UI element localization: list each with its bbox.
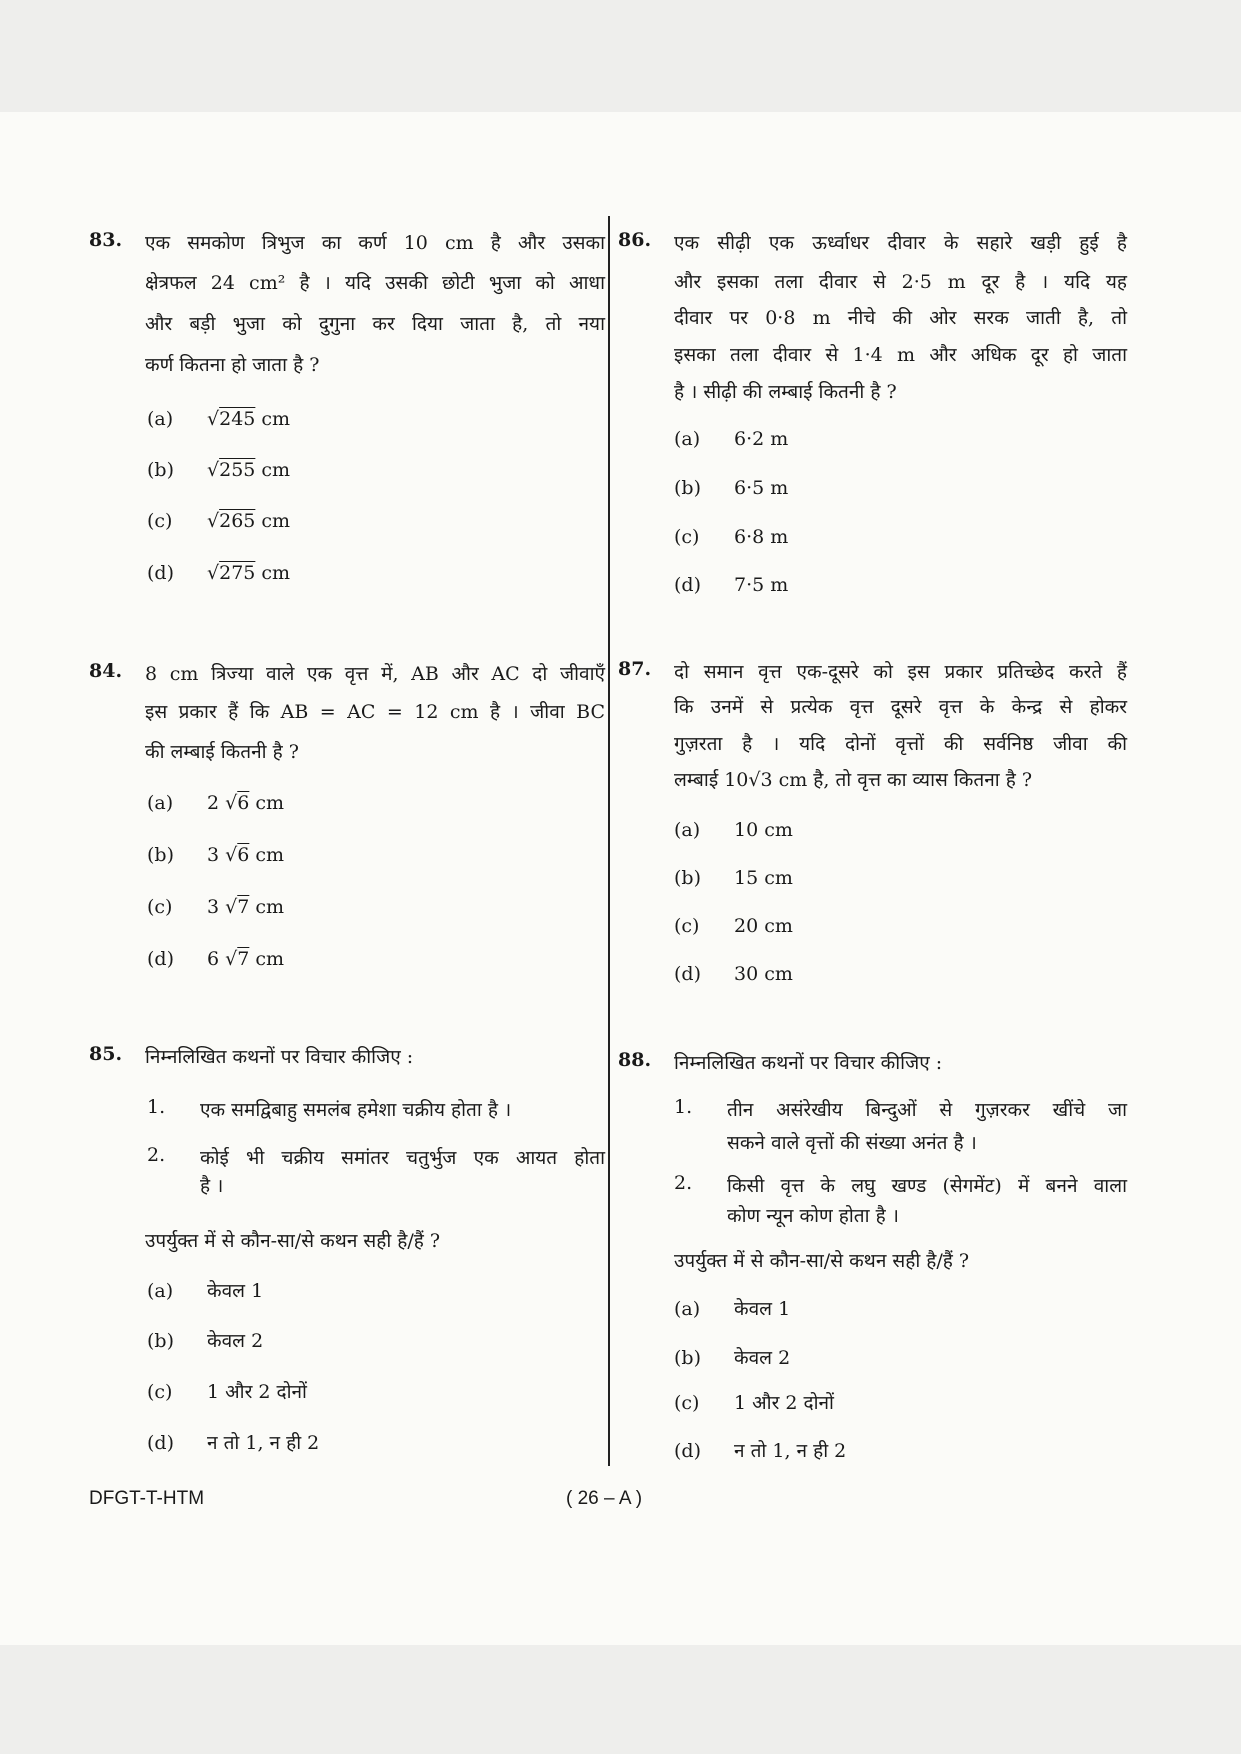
statement-text: तीन असंरेखीय बिन्दुओं से गुज़रकर खींचे जा xyxy=(727,1099,1127,1121)
option-label: (d) xyxy=(674,963,701,985)
radicand: 7 xyxy=(237,948,250,970)
option-label: (b) xyxy=(674,477,701,499)
option-text: 6·2 m xyxy=(734,428,789,450)
option-b[interactable] xyxy=(674,867,793,889)
option-c[interactable] xyxy=(147,1378,307,1404)
question-text-line: इसका तला दीवार से 1·4 m और अधिक दूर हो जाता xyxy=(674,344,1127,366)
question-text-line: एक समकोण त्रिभुज का कर्ण 10 cm है और उसका xyxy=(145,232,605,254)
question-text-line: कि उनमें से प्रत्येक वृत्त दूसरे वृत्त के केन्द्र से होकर xyxy=(674,696,1127,718)
option-a[interactable] xyxy=(674,819,793,841)
option-b[interactable]: (b) √255 cm xyxy=(147,459,291,481)
option-label: (a) xyxy=(147,408,174,430)
option-d[interactable]: (d) 6 √7 cm xyxy=(147,948,285,970)
option-label: (d) xyxy=(147,562,174,584)
option-text: 6·5 m xyxy=(734,477,789,499)
option-label: (a) xyxy=(147,792,174,814)
coefficient: 3 xyxy=(207,844,220,866)
option-a[interactable]: (a) √245 cm xyxy=(147,408,291,430)
radicand: 255 xyxy=(219,459,256,481)
option-a[interactable] xyxy=(147,1277,263,1303)
option-label: (a) xyxy=(674,1298,701,1320)
option-text: 1 और 2 दोनों xyxy=(734,1392,834,1414)
option-label: (d) xyxy=(674,574,701,596)
option-text: केवल 1 xyxy=(734,1298,791,1320)
option-a[interactable] xyxy=(674,1295,790,1321)
option-text: न तो 1, न ही 2 xyxy=(734,1440,847,1462)
option-d[interactable] xyxy=(674,1437,846,1463)
question-text-line: एक सीढ़ी एक ऊर्ध्वाधर दीवार के सहारे खड़ी हुई है xyxy=(674,232,1127,254)
column-divider xyxy=(608,216,610,1466)
unit: cm xyxy=(249,896,285,918)
question-text-line: निम्नलिखित कथनों पर विचार कीजिए : xyxy=(145,1046,414,1068)
option-label: (c) xyxy=(674,915,700,937)
option-d[interactable] xyxy=(674,574,788,596)
question-text-line: क्षेत्रफल 24 cm² है । यदि उसकी छोटी भुजा को आधा xyxy=(145,272,605,294)
option-d[interactable] xyxy=(674,963,793,985)
option-c[interactable] xyxy=(674,526,788,548)
coefficient: 6 xyxy=(207,948,220,970)
option-label: (a) xyxy=(674,819,701,841)
option-label: (c) xyxy=(147,510,173,532)
option-label: (b) xyxy=(674,1347,701,1369)
statement-text: सकने वाले वृत्तों की संख्या अनंत है । xyxy=(727,1132,977,1154)
question-text-line: है । सीढ़ी की लम्बाई कितनी है ? xyxy=(674,381,897,403)
option-text: 1 और 2 दोनों xyxy=(207,1381,307,1403)
question-number: 87. xyxy=(618,658,652,680)
question-number: 85. xyxy=(89,1043,123,1065)
radicand: 275 xyxy=(219,562,256,584)
radicand: 245 xyxy=(219,408,256,430)
option-label: (b) xyxy=(147,459,174,481)
option-label: (c) xyxy=(147,896,173,918)
question-number: 88. xyxy=(618,1049,652,1071)
radicand: 6 xyxy=(237,792,250,814)
question-text-line: 8 cm त्रिज्या वाले एक वृत्त में, AB और AC दो जीवाएँ xyxy=(145,663,605,685)
option-text: 10 cm xyxy=(734,819,793,841)
question-text-line: इस प्रकार हैं कि AB = AC = 12 cm है । जीवा BC xyxy=(145,701,605,723)
radicand: 7 xyxy=(237,896,250,918)
unit: cm xyxy=(255,562,291,584)
option-label: (c) xyxy=(147,1381,173,1403)
option-text: 20 cm xyxy=(734,915,793,937)
statement-number: 2. xyxy=(674,1172,693,1194)
option-a[interactable] xyxy=(674,428,788,450)
option-label: (d) xyxy=(147,948,174,970)
option-label: (c) xyxy=(674,526,700,548)
option-text: 7·5 m xyxy=(734,574,789,596)
statement-number: 1. xyxy=(147,1096,166,1118)
option-c[interactable]: (c) √265 cm xyxy=(147,510,291,532)
option-b[interactable] xyxy=(674,1344,790,1370)
option-c[interactable] xyxy=(674,915,793,937)
option-b[interactable]: (b) 3 √6 cm xyxy=(147,844,285,866)
option-label: (d) xyxy=(674,1440,701,1462)
option-text: 15 cm xyxy=(734,867,793,889)
option-label: (b) xyxy=(674,867,701,889)
question-number: 83. xyxy=(89,229,123,251)
option-text: केवल 2 xyxy=(207,1330,264,1352)
unit: cm xyxy=(249,792,285,814)
radicand: 265 xyxy=(219,510,256,532)
option-c[interactable]: (c) 3 √7 cm xyxy=(147,896,285,918)
option-label: (c) xyxy=(674,1392,700,1414)
option-text: न तो 1, न ही 2 xyxy=(207,1432,320,1454)
statement-number: 1. xyxy=(674,1096,693,1118)
statement-text: कोई भी चक्रीय समांतर चतुर्भुज एक आयत होता xyxy=(200,1147,605,1169)
question-text-line: कर्ण कितना हो जाता है ? xyxy=(145,354,320,376)
statement-text: कोण न्यून कोण होता है । xyxy=(727,1205,899,1227)
question-text-line: की लम्बाई कितनी है ? xyxy=(145,741,299,763)
option-d[interactable]: (d) √275 cm xyxy=(147,562,291,584)
page-number: ( 26 – A ) xyxy=(566,1488,643,1509)
scan-bottom-margin xyxy=(0,1645,1241,1754)
option-label: (a) xyxy=(674,428,701,450)
statement-text: है । xyxy=(200,1175,224,1197)
question-number: 84. xyxy=(89,660,123,682)
question-text-line: दो समान वृत्त एक-दूसरे को इस प्रकार प्रतिच्छेद करते हैं xyxy=(674,661,1127,683)
question-text-line: दीवार पर 0·8 m नीचे की ओर सरक जाती है, तो xyxy=(674,307,1127,329)
unit: cm xyxy=(255,408,291,430)
question-text-line: निम्नलिखित कथनों पर विचार कीजिए : xyxy=(674,1052,943,1074)
option-d[interactable] xyxy=(147,1429,319,1455)
scan-top-margin xyxy=(0,0,1241,112)
coefficient: 2 xyxy=(207,792,220,814)
option-c[interactable] xyxy=(674,1389,834,1415)
option-label: (d) xyxy=(147,1432,174,1454)
unit: cm xyxy=(255,510,291,532)
option-text: केवल 1 xyxy=(207,1280,264,1302)
option-text: केवल 2 xyxy=(734,1347,791,1369)
unit: cm xyxy=(249,844,285,866)
option-label: (b) xyxy=(147,844,174,866)
option-text: 6·8 m xyxy=(734,526,789,548)
unit: cm xyxy=(255,459,291,481)
option-a[interactable]: (a) 2 √6 cm xyxy=(147,792,285,814)
question-text-line: और बड़ी भुजा को दुगुना कर दिया जाता है, तो नया xyxy=(145,313,605,335)
statement-text: किसी वृत्त के लघु खण्ड (सेगमेंट) में बनने वाला xyxy=(727,1175,1127,1197)
booklet-code: DFGT-T-HTM xyxy=(89,1488,205,1509)
question-text-line: लम्बाई 10√3 cm है, तो वृत्त का व्यास कितना है ? xyxy=(674,769,1033,791)
unit: cm xyxy=(249,948,285,970)
question-prompt: उपर्युक्त में से कौन-सा/से कथन सही है/हैं ? xyxy=(145,1230,441,1252)
option-text: 30 cm xyxy=(734,963,793,985)
option-b[interactable] xyxy=(147,1327,263,1353)
option-label: (a) xyxy=(147,1280,174,1302)
option-label: (b) xyxy=(147,1330,174,1352)
question-number: 86. xyxy=(618,229,652,251)
coefficient: 3 xyxy=(207,896,220,918)
question-prompt: उपर्युक्त में से कौन-सा/से कथन सही है/हैं ? xyxy=(674,1250,970,1272)
option-b[interactable] xyxy=(674,477,788,499)
radicand: 6 xyxy=(237,844,250,866)
question-text-line: और इसका तला दीवार से 2·5 m दूर है । यदि यह xyxy=(674,271,1127,293)
statement-number: 2. xyxy=(147,1144,166,1166)
question-text-line: गुज़रता है । यदि दोनों वृत्तों की सर्वनिष्ठ जीवा की xyxy=(674,733,1127,755)
statement-text: एक समद्विबाहु समलंब हमेशा चक्रीय होता है । xyxy=(200,1099,512,1121)
